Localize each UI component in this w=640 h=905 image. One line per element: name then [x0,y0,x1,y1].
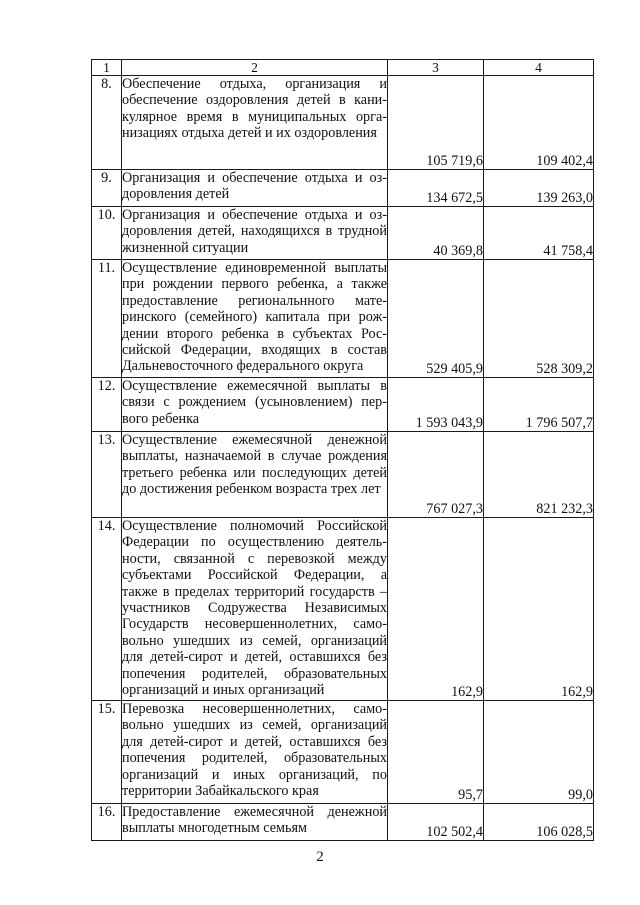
row-value-col4: 99,0 [484,701,594,804]
page-number: 2 [316,849,324,865]
row-number: 13. [92,432,122,518]
table-row [92,518,594,701]
row-description: Предоставление ежемесячной денежной выплаты многодетным семьям [122,804,388,841]
row-description: Осуществление ежемесячной выплаты в связи с рождением (усыновлением) первого ребенка [122,378,388,432]
row-number: 8. [92,76,122,170]
row-value-col4: 528 309,2 [484,260,594,378]
row-description: Осуществление единовременной выплаты при рождении первого ребенка, а также предоставление региональнного материнского (семейного) капитала при рождении второго ребенка в субъектах Российской Федерации, входящих в состав Дальневосточного федерального округа [122,260,388,378]
table-row [92,260,594,378]
row-description: Осуществление ежемесячной денежной выплаты, назначаемой в случае рождения третьего ребенка или последующих детей до достижения ребенком возраста трех лет [122,432,388,518]
column-header-4: 4 [484,60,594,76]
row-number: 12. [92,378,122,432]
row-value-col4: 41 758,4 [484,207,594,260]
row-description: Организация и обеспечение отдыха и оздоровления детей, находящихся в трудной жизненной ситуации [122,207,388,260]
row-value-col3: 134 672,5 [388,170,484,207]
table-row [92,378,594,432]
row-number: 16. [92,804,122,841]
row-description: Обеспечение отдыха, организация и обеспечение оздоровления детей в каникулярное время в муниципальных организациях отдыха детей и их оздоровления [122,76,388,170]
row-value-col4: 139 263,0 [484,170,594,207]
column-header-2: 2 [122,60,388,76]
row-value-col3: 40 369,8 [388,207,484,260]
row-value-col4: 1 796 507,7 [484,378,594,432]
column-header-3: 3 [388,60,484,76]
row-value-col4: 821 232,3 [484,432,594,518]
row-description: Осуществление полномочий Российской Федерации по осуществлению деятельности, связанной с перевозкой между субъектами Российской Федерации, а также в пределах территорий государств – участников Содружества Независимых Государств несовершеннолетних, самовольно ушедших из семей, организаций для детей-сирот и детей, оставшихся без попечения родителей, образовательных организаций и иных организаций [122,518,388,701]
table-row [92,701,594,804]
row-value-col3: 767 027,3 [388,432,484,518]
row-value-col3: 95,7 [388,701,484,804]
row-value-col3: 162,9 [388,518,484,701]
column-header-1: 1 [92,60,122,76]
table-row [92,804,594,841]
row-number: 14. [92,518,122,701]
table-header-row [92,60,594,76]
row-value-col3: 1 593 043,9 [388,378,484,432]
table-row [92,170,594,207]
row-value-col4: 162,9 [484,518,594,701]
row-number: 11. [92,260,122,378]
row-value-col3: 105 719,6 [388,76,484,170]
row-value-col3: 529 405,9 [388,260,484,378]
row-number: 10. [92,207,122,260]
budget-table [91,59,594,841]
row-description: Перевозка несовершеннолетних, самовольно ушедших из семей, организаций для детей-сирот и детей, оставшихся без попечения родителей, образовательных организаций и иных организаций, по территории Забайкальского края [122,701,388,804]
row-number: 9. [92,170,122,207]
row-value-col3: 102 502,4 [388,804,484,841]
table-row [92,76,594,170]
row-value-col4: 106 028,5 [484,804,594,841]
table-row [92,207,594,260]
row-value-col4: 109 402,4 [484,76,594,170]
row-description: Организация и обеспечение отдыха и оздоровления детей [122,170,388,207]
table-row [92,432,594,518]
row-number: 15. [92,701,122,804]
